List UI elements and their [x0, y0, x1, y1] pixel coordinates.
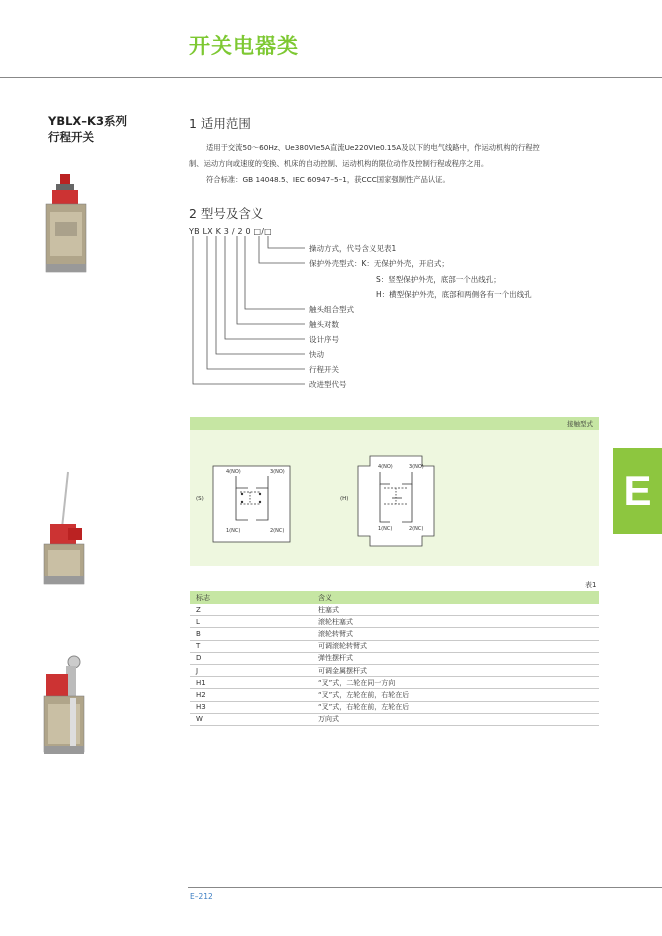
- legend-improved-code: 改进型代号: [309, 380, 347, 389]
- h-nc2-label: 2(NC): [409, 526, 424, 532]
- table-cell-meaning: 柱塞式: [312, 604, 599, 616]
- legend-enclosure-type: 保护外壳型式：K：无保护外壳，开启式；: [309, 259, 449, 268]
- model-code: YB LX K 3 / 2 0 □/□: [189, 227, 272, 236]
- product-photo-roller-arm: [38, 652, 102, 758]
- table-cell-code: W: [190, 713, 312, 725]
- table-cell-code: Z: [190, 604, 312, 616]
- scope-paragraph: [189, 140, 601, 188]
- table-cell-meaning: “叉”式，左轮在前，右轮在后: [312, 689, 599, 701]
- table-row: [190, 652, 599, 664]
- s-nc1-label: 1(NC): [226, 528, 241, 534]
- table-cell-code: B: [190, 628, 312, 640]
- page-number: E–212: [190, 892, 213, 901]
- table-cell-meaning: “叉”式，右轮在前，左轮在后: [312, 701, 599, 713]
- product-photo-plunger: [38, 172, 102, 280]
- table-cell-code: J: [190, 664, 312, 676]
- table-cell-meaning: 弹性摆杆式: [312, 652, 599, 664]
- table-row: [190, 689, 599, 701]
- product-photo-rod-lever: [38, 470, 102, 588]
- diagram-label-s: (S): [196, 496, 204, 502]
- table-cell-meaning: 滚轮柱塞式: [312, 616, 599, 628]
- table-cell-meaning: 可调滚轮转臂式: [312, 640, 599, 652]
- scope-line2: 制、运动方向或速度的变换、机床的自动控制、运动机构的限位动作及控制行程或程序之用。: [189, 159, 489, 168]
- legend-enclosure-s: S：竖型保护外壳，底部一个出线孔；: [376, 275, 501, 284]
- s-no3-label: 3(NO): [270, 469, 285, 475]
- table-row: [190, 677, 599, 689]
- contact-diagram-h: [356, 454, 436, 548]
- contact-diagram-header: [190, 417, 599, 430]
- h-no4-label: 4(NO): [378, 464, 393, 470]
- table-header-code: 标志: [190, 591, 312, 604]
- table-cell-meaning: 万向式: [312, 713, 599, 725]
- table-header-row: [190, 591, 599, 604]
- legend-contact-combination: 触头组合型式: [309, 305, 354, 314]
- table-cell-meaning: 滚轮转臂式: [312, 628, 599, 640]
- table-cell-meaning: “叉”式，二轮在同一方向: [312, 677, 599, 689]
- table-row: [190, 640, 599, 652]
- standards-line: 符合标准：GB 14048.5、IEC 60947–5–1，获CCC国家强制性产品认证。: [206, 175, 450, 184]
- table-cell-code: D: [190, 652, 312, 664]
- table1-caption: 表1: [585, 581, 597, 589]
- product-title-line2: 行程开关: [48, 130, 94, 144]
- legend-snap-action: 快动: [309, 350, 324, 359]
- s-no4-label: 4(NO): [226, 469, 241, 475]
- operating-mode-table: [190, 591, 599, 726]
- model-code-bracket-lines: [189, 236, 309, 388]
- table-row: [190, 713, 599, 725]
- diagram-label-h: (H): [340, 496, 349, 502]
- header-divider: [0, 77, 662, 78]
- table-cell-code: T: [190, 640, 312, 652]
- legend-operating-mode: 操动方式，代号含义见表1: [309, 244, 397, 253]
- legend-design-number: 设计序号: [309, 335, 339, 344]
- table-row: [190, 616, 599, 628]
- h-no3-label: 3(NO): [409, 464, 424, 470]
- footer-divider: [188, 887, 662, 888]
- section-heading-scope: 1 适用范围: [189, 116, 251, 131]
- table-header-meaning: 含义: [312, 591, 599, 604]
- table-cell-code: L: [190, 616, 312, 628]
- scope-line1: 适用于交流50～60Hz、Ue380VIe5A直流Ue220VIe0.15A及以下的电气线路中，作运动机构的行程控: [206, 143, 540, 152]
- product-title-line1: YBLX–K3系列: [48, 114, 127, 128]
- table-cell-code: H3: [190, 701, 312, 713]
- legend-limit-switch: 行程开关: [309, 365, 339, 374]
- table-row: [190, 604, 599, 616]
- section-tab-e: E: [613, 448, 662, 534]
- h-nc1-label: 1(NC): [378, 526, 393, 532]
- table-cell-meaning: 可调金属摆杆式: [312, 664, 599, 676]
- table-row: [190, 664, 599, 676]
- table-cell-code: H1: [190, 677, 312, 689]
- table-row: [190, 701, 599, 713]
- page-title: 开关电器类: [189, 34, 299, 58]
- legend-enclosure-h: H：横型保护外壳，底部和两侧各有一个出线孔: [376, 290, 532, 299]
- product-title: [48, 113, 127, 145]
- legend-contact-pairs: 触头对数: [309, 320, 339, 329]
- table-cell-code: H2: [190, 689, 312, 701]
- s-nc2-label: 2(NC): [270, 528, 285, 534]
- section-heading-model: 2 型号及含义: [189, 206, 264, 221]
- contact-type-label: 接触型式: [567, 420, 593, 428]
- table-row: [190, 628, 599, 640]
